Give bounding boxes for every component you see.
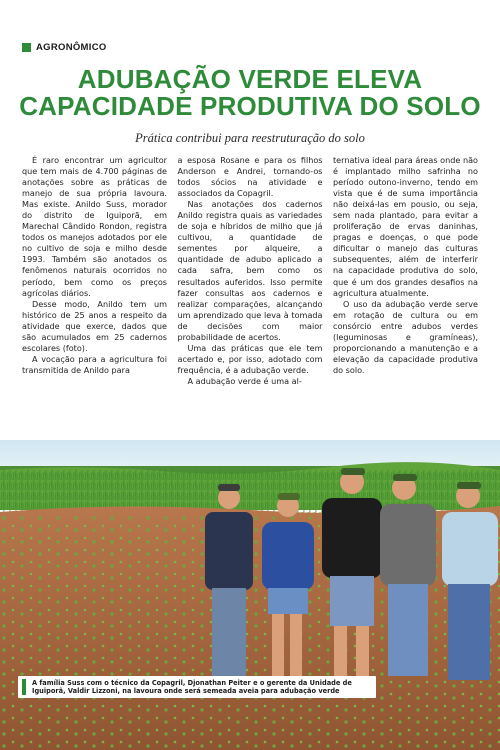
paragraph: Uma das práticas que ele tem acertado e, por isso, adotado com frequência, é a adubação verde. xyxy=(177,342,323,375)
paragraph: A adubação verde é uma al- xyxy=(187,375,302,386)
paragraph: O uso da adubação verde serve em rotação de cultura ou em consórcio entre adubos verdes (leguminosas e gramíneas), proporcionando a manutenção e a elevação da capacidade produtiva do solo. xyxy=(333,298,478,375)
person-figure xyxy=(380,474,436,676)
field-photo-illustration xyxy=(0,440,500,750)
paragraph: a esposa Rosane e para os filhos Anderson e Andrei, tornando-os todos sócios na atividade e associados da Copagril. xyxy=(177,155,323,199)
caption-text: A família Suss com o técnico da Copagril, Djonathan Peiter e o gerente da Unidade de Iguiporã, Valdir Lizzoni, na lavoura onde será semeada aveia para adubação verde xyxy=(32,679,352,696)
headline-line-1: ADUBAÇÃO VERDE ELEVA xyxy=(77,64,423,94)
paragraph: Nas anotações dos cadernos Anildo registra quais as variedades de soja e híbridos de milho que já cultivou, a quantidade de sementes por alqueire, a quantidade de adubo aplicado a cada safra, bem como os resultados auferidos. Isso permite fazer consultas aos cadernos e realizar comparações, alcançando um aprendizado que leva à tomada de decisões com maior probabilidade de acertos. xyxy=(177,199,323,342)
photo-caption xyxy=(18,676,376,698)
field-photo xyxy=(0,440,500,750)
paragraph: A vocação para a agricultura foi transmitida de Anildo para xyxy=(22,353,167,375)
section-marker xyxy=(22,43,31,52)
article-headline xyxy=(0,66,500,120)
article-column-2 xyxy=(178,155,323,423)
article-subtitle: Prática contribui para reestruturação do solo xyxy=(135,131,365,145)
caption-marker xyxy=(22,679,26,695)
article-column-3 xyxy=(333,155,478,423)
article-body xyxy=(22,155,478,423)
paragraph: Desse modo, Anildo tem um histórico de 25 anos a respeito da atividade que exerce, dados que são acumulados em 25 cadernos escolares (foto). xyxy=(22,298,167,353)
person-figure xyxy=(205,484,253,678)
section-tag xyxy=(22,42,107,53)
headline-line-2: CAPACIDADE PRODUTIVA DO SOLO xyxy=(19,91,481,121)
paragraph: ternativa ideal para áreas onde não é implantado milho safrinha no período outono-inverno, tendo em vista que é de suma importância não deixá-las em pousio, ou seja, sem nada plantado, para evitar a proliferação de ervas daninhas, pragas e doenças, o que pode dificultar o manejo das culturas subsequentes, além de interferir na capacidade produtiva do solo, que é um dos grandes desafios na agricultura atualmente. xyxy=(333,155,478,298)
section-label: AGRONÔMICO xyxy=(36,42,107,53)
article-column-1 xyxy=(22,155,167,423)
paragraph: É raro encontrar um agricultor que tem mais de 4.700 páginas de anotações sobre as práticas de manejo de sua própria lavoura. Mas existe. Anildo Suss, morador do distrito de Iguiporã, em Marechal Cândido Rondon, registra todos os manejos adotados por ele no cultivo de soja e milho desde 1993. Também são anotados os fenômenos naturais ocorridos no período, bem como os preços agrícolas diários. xyxy=(22,155,167,298)
